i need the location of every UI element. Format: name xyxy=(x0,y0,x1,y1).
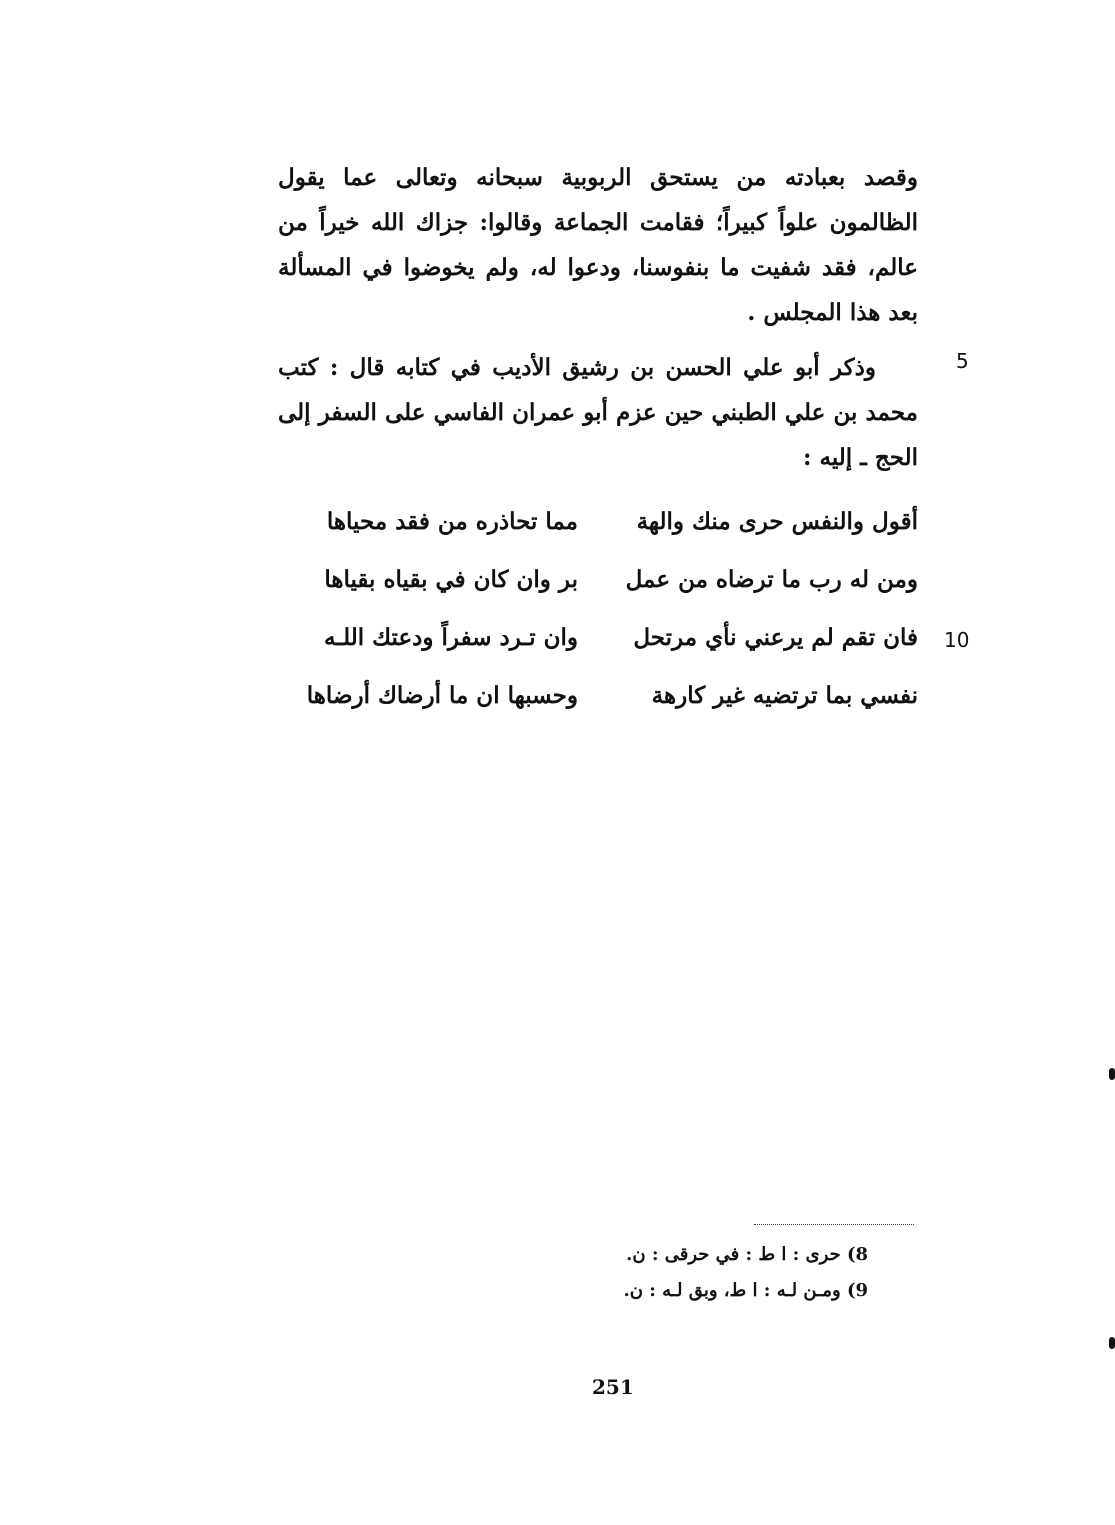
verse-first-hemistich: نفسي بما ترتضيه غير كارهة xyxy=(651,682,918,709)
verse-second-hemistich: وحسبها ان ما أرضاك أرضاها xyxy=(306,682,578,709)
page-number: 251 xyxy=(592,1375,634,1399)
scan-edge-mark xyxy=(1109,1337,1115,1349)
verse-line xyxy=(278,682,918,722)
verse-first-hemistich: أقول والنفس حرى منك والهة xyxy=(636,508,918,535)
footnote-divider xyxy=(754,1224,914,1225)
verse-line xyxy=(278,508,918,548)
verse-first-hemistich: ومن له رب ما ترضاه من عمل xyxy=(625,566,918,593)
verse-second-hemistich: بر وان كان في بقياه بقياها xyxy=(324,566,578,593)
footnote: 9) ومـن لـه : ا ط، وبق لـه : ن. xyxy=(623,1280,868,1301)
line-number-10: 10 xyxy=(944,628,970,652)
paragraph-2: وذكر أبو علي الحسن بن رشيق الأديب في كتابه قال : كتب محمد بن علي الطبني حين عزم أبو عمران الفاسي على السفر إلى الحج ـ إليه : xyxy=(278,354,918,471)
scan-edge-mark xyxy=(1109,1068,1115,1080)
footnote: 8) حرى : ا ط : في حرقى : ن. xyxy=(626,1244,868,1265)
verse-second-hemistich: وان تـرد سفراً ودعتك اللـه xyxy=(324,624,578,651)
verse-second-hemistich: مما تحاذره من فقد محياها xyxy=(326,508,578,535)
verse-first-hemistich: فان تقم لم يرعني نأي مرتحل xyxy=(633,624,918,651)
verse-line xyxy=(278,624,918,664)
verse-line xyxy=(278,566,918,606)
paragraph-1: وقصد بعبادته من يستحق الربوبية سبحانه وتعالى عما يقول الظالمون علواً كبيراً؛ فقامت الجماعة وقالوا: جزاك الله خيراً من عالم، فقد شفيت ما بنفوسنا، ودعوا له، ولم يخوضوا في المسألة بعد هذا المجلس . xyxy=(278,164,918,326)
line-number-5: 5 xyxy=(956,349,969,373)
